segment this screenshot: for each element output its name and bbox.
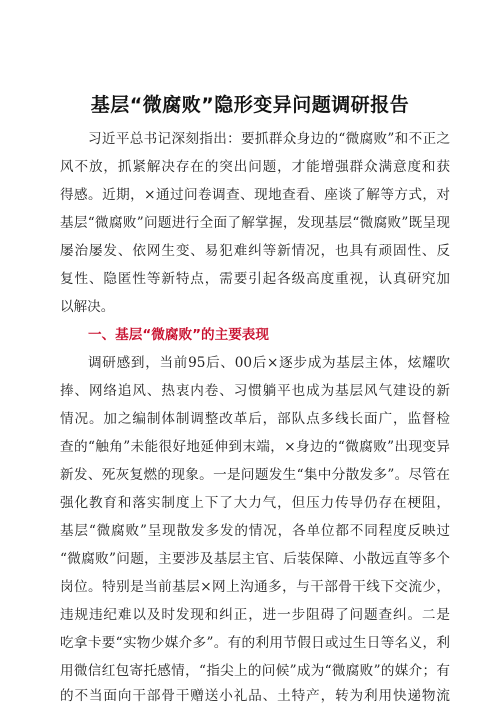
body-line: 情况。加之编制体制调整改革后，部队点多线长面广，监督检	[60, 411, 450, 427]
body-line: 强化教育和落实制度上下了大力气，但压力传导仍存在梗阻，	[60, 495, 450, 511]
body-line: 用微信红包寄托感情，“指尖上的问候”成为“微腐败”的媒介；有	[60, 663, 450, 679]
intro-line: 以解决。	[60, 299, 115, 315]
intro-line: 得感。近期，×通过问卷调查、现地查看、座谈了解等方式，对	[60, 187, 450, 203]
body-line: 捧、网络追风、热衷内卷、习惯躺平也成为基层风气建设的新	[60, 383, 450, 399]
body-line: 吃拿卡要“实物少媒介多”。有的利用节假日或过生日等名义，利	[60, 635, 450, 651]
body-line: 新发、死灰复燃的现象。一是问题发生“集中分散发多”。尽管在	[60, 467, 450, 483]
intro-line: 风不放，抓紧解决存在的突出问题，才能增强群众满意度和获	[60, 159, 450, 175]
intro-line: 习近平总书记深刻指出：要抓群众身边的“微腐败”和不正之	[88, 131, 450, 147]
body-line: 基层“微腐败”呈现散发多发的情况，各单位都不同程度反映过	[60, 523, 450, 539]
body-line: 的不当面向干部骨干赠送小礼品、土特产，转为利用快递物流	[60, 688, 450, 704]
intro-line: 基层“微腐败”问题进行全面了解掌握，发现基层“微腐败”既呈现	[60, 215, 450, 231]
intro-line: 屡治屡发、依网生变、易犯难纠等新情况，也具有顽固性、反	[60, 243, 450, 259]
body-line: 调研感到，当前95后、00后×逐步成为基层主体，炫耀吹	[88, 355, 450, 371]
body-line: 岗位。特别是当前基层×网上沟通多，与干部骨干线下交流少，	[60, 579, 450, 595]
intro-line: 复性、隐匿性等新特点，需要引起各级高度重视，认真研究加	[60, 271, 450, 287]
section-heading: 一、基层“微腐败”的主要表现	[88, 327, 269, 343]
body-line: 违规违纪难以及时发现和纠正，进一步阻碍了问题查纠。二是	[60, 607, 450, 623]
body-line: 查的“触角”未能很好地延伸到末端，×身边的“微腐败”出现变异	[60, 439, 450, 455]
body-line: “微腐败”问题，主要涉及基层主官、后装保障、小散远直等多个	[60, 551, 450, 567]
document-title: 基层“微腐败”隐形变异问题调研报告	[90, 94, 410, 116]
